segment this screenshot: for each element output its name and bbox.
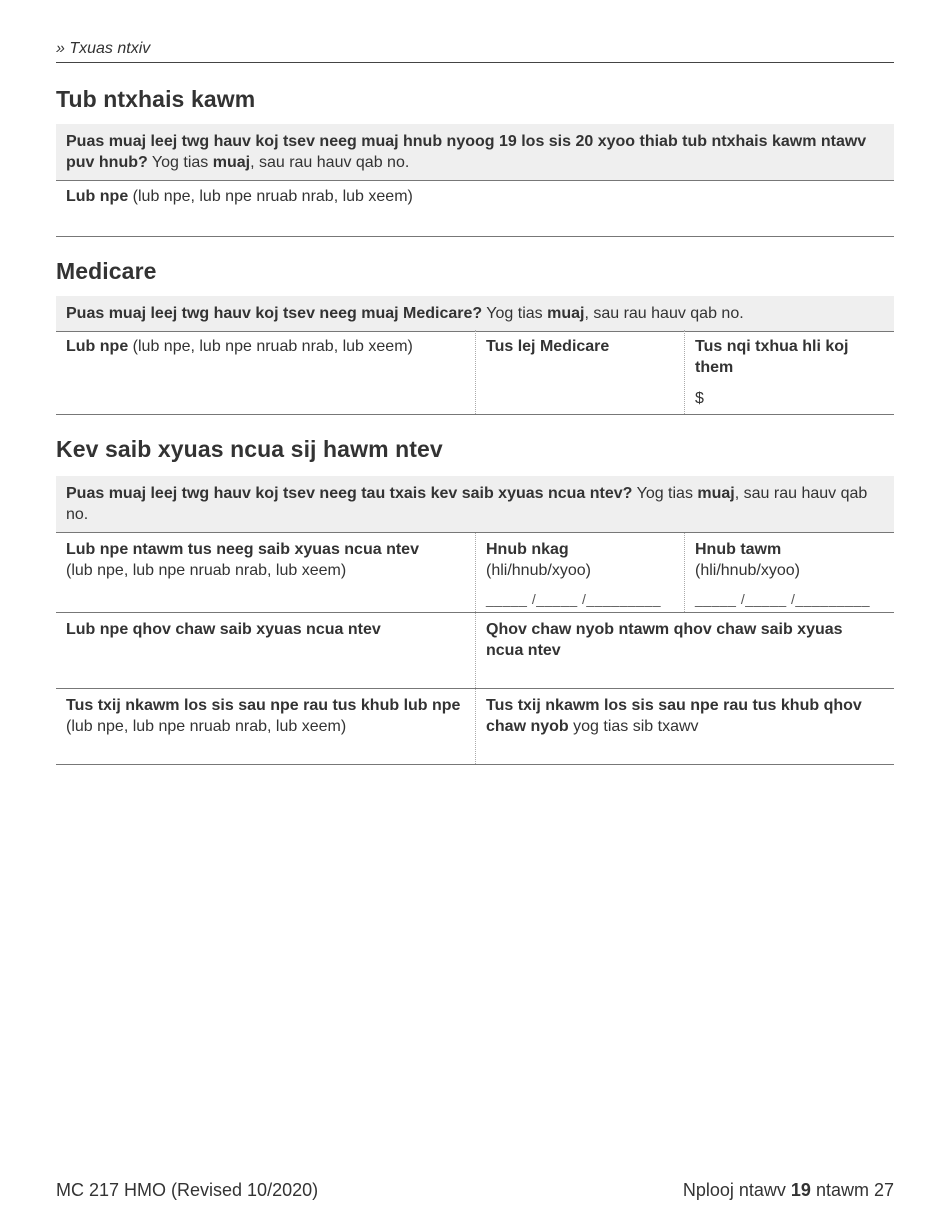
end-date-field[interactable]: Hnub tawm (hli/hnub/xyoo) _____ /_____ /_________ (684, 533, 894, 612)
student-name-row (56, 180, 894, 237)
section-title-medicare: Medicare (56, 258, 157, 284)
student-question-text: Puas muaj leej twg hauv koj tsev neeg muaj hnub nyoog 19 los sis 20 xyoo thiab tub ntxhais kawm ntawv puv hnub? (66, 133, 867, 171)
form-id: MC 217 HMO (Revised 10/2020) (56, 1180, 319, 1200)
section-title-student: Tub ntxhais kawm (56, 86, 256, 112)
facility-row (56, 613, 894, 689)
long-term-care-person-row (56, 533, 894, 613)
start-date-field[interactable]: Hnub nkag (hli/hnub/xyoo) _____ /_____ /_________ (475, 533, 684, 612)
medicare-question: Puas muaj leej twg hauv koj tsev neeg muaj Medicare? Yog tias muaj, sau rau hauv qab no. (56, 296, 894, 332)
medicare-number-field[interactable]: Tus lej Medicare (475, 330, 684, 414)
facility-address-field[interactable]: Qhov chaw nyob ntawm qhov chaw saib xyuas ncua ntev (475, 613, 894, 688)
contact-row (56, 689, 894, 765)
end-date-blanks: _____ /_____ /_________ (695, 591, 870, 607)
student-name-field[interactable]: Lub npe (lub npe, lub npe nruab nrab, lub xeem) (66, 188, 413, 205)
contact-address-field[interactable]: Tus txij nkawm los sis sau npe rau tus khub qhov chaw nyob yog tias sib txawv (475, 689, 894, 764)
section-title-long-term-care: Kev saib xyuas ncua sij hawm ntev (56, 436, 443, 462)
contact-name-field[interactable]: Tus txij nkawm los sis sau npe rau tus khub lub npe (lub npe, lub npe nruab nrab, lub xeem) (66, 697, 461, 735)
long-term-care-question: Puas muaj leej twg hauv koj tsev neeg tau txais kev saib xyuas ncua ntev? Yog tias muaj, sau rau hauv qab no. (56, 476, 894, 533)
facility-name-field[interactable]: Lub npe qhov chaw saib xyuas ncua ntev (66, 621, 381, 638)
long-term-care-person-field[interactable]: Lub npe ntawm tus neeg saib xyuas ncua ntev (lub npe, lub npe nruab nrab, lub xeem) (66, 541, 419, 579)
running-head: » Txuas ntxiv (56, 40, 894, 63)
currency-symbol: $ (695, 390, 704, 407)
student-question: Puas muaj leej twg hauv koj tsev neeg muaj hnub nyoog 19 los sis 20 xyoo thiab tub ntxhais kawm ntawv puv hnub? Yog tias muaj, sau rau hauv qab no. (56, 124, 894, 181)
start-date-blanks: _____ /_____ /_________ (486, 591, 661, 607)
medicare-row (56, 330, 894, 415)
medicare-premium-field[interactable]: Tus nqi txhua hli koj them $ (684, 330, 894, 414)
page-number: Nplooj ntawv 19 ntawm 27 (682, 1180, 894, 1200)
medicare-name-field[interactable]: Lub npe (lub npe, lub npe nruab nrab, lub xeem) (66, 338, 413, 355)
